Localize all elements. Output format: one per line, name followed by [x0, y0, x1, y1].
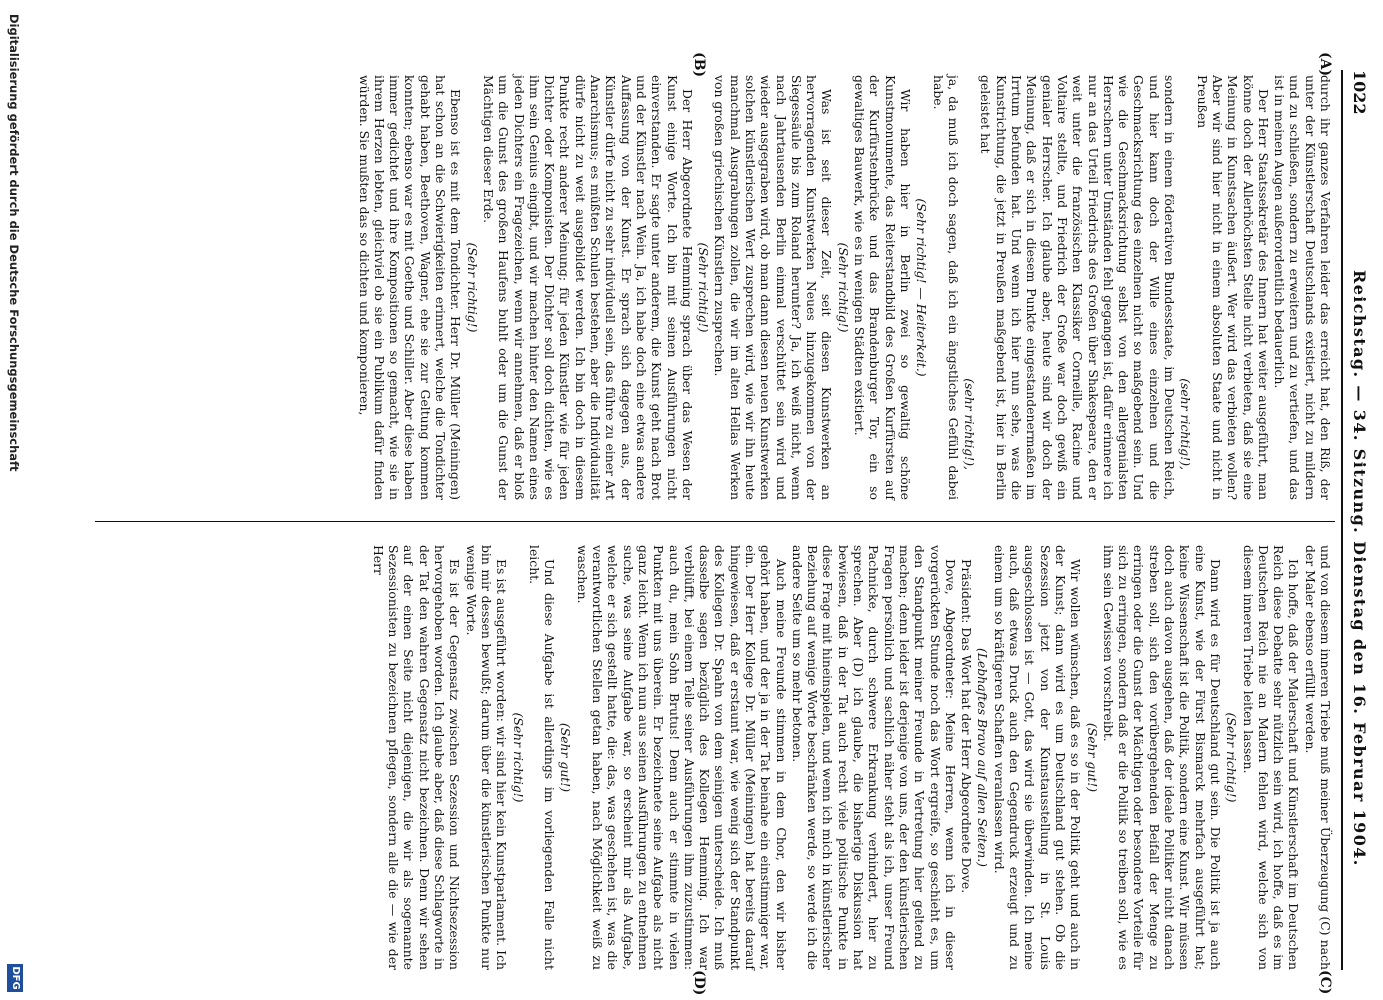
- dfg-logo-icon: DFG: [7, 964, 23, 992]
- paragraph: durch ihr ganzes Verfahren leider das erreicht hat, den Riß, der unter der Künstlerschaft Deutschlands existiert, nicht zu mildern und zu schließen, sondern zu erweitern und zu vertiefen, und das ist in meinen Augen außerordentlich bedauerlich.: [1272, 75, 1333, 500]
- speaker-paragraph: Präsident: Das Wort hat der Herr Abgeordnete Dove.: [959, 559, 975, 894]
- paragraph: Auch meine Freunde stimmen in dem Chor, den wir bisher gehört haben, und der ja in der Tat beinahe ein einstimmiger war, ein. Der Herr Kollege Dr. Müller (Meiningen) hat bereits darauf hingewiesen, daß er erstaunt war, wie wenig sich der Standpunkt des Kollegen Dr. Spahn von dem seinigen unterscheide. Ich muß dasselbe sagen bezüglich des Kollegen Hemming. Ich war verblüfft, bei einem Teile seiner Ausführungen ihm zuzustimmen: auch du, mein Sohn Brutus! Denn auch er stimmte in vielen Punkten mit uns überein. Er bezeichnete seine Aufgabe als nicht ganz leicht. Wenn ich nun aus seinen Ausführungen zu entnehmen suche, was seine Aufgabe war, so erscheint mir als Aufgabe, welche er sich gestellt hatte, die: das, was geschehen ist, was die verantwortlichen Stellen getan haben, nach Möglichkeit weiß zu waschen.: [574, 545, 789, 970]
- interjection: (Sehr richtig!): [696, 242, 712, 333]
- left-column: [355, 75, 1333, 500]
- page-number: 1022: [1350, 70, 1369, 115]
- interjection: (Lebhaftes Bravo auf allen Seiten.): [975, 647, 991, 867]
- paragraph: Dann wird es für Deutschland gut sein. Die Politik ist ja auch eine Kunst, wie der Fürst Bismarck mehrfach ausgeführt hat; keine Wissenschaft ist die Politik, sondern eine Kunst. Wir müssen doch auch davon ausgehen, daß der ideale Politiker nicht danach streben soll, sich den vorübergehenden Beifall der Menge zu erringen oder die Gunst der Mächtigen oder besondere Vorteile für sich zu erringen, sondern daß er die Politik so treiben soll, wie es ihm sein Gewissen vorschreibt.: [1100, 545, 1223, 970]
- page-header: [1341, 70, 1371, 970]
- paragraph: Und diese Aufgabe ist allerdings im vorliegenden Falle nicht leicht.: [526, 545, 558, 970]
- interjection: (Sehr gut!): [1084, 722, 1100, 793]
- paragraph: ja, da muß ich doch sagen, daß ich ein ängstliches Gefühl dabei habe.: [930, 75, 961, 500]
- margin-marker-c: (C): [1317, 970, 1333, 995]
- funding-note-text: Digitalisierung gefördert durch die Deutsche Forschungsgemeinschaft: [7, 14, 21, 472]
- margin-marker-d: (D): [691, 970, 707, 996]
- interjection: (Sehr richtig! — Heiterkeit.): [914, 198, 930, 377]
- paragraph: Es ist ausgeführt worden: wir sind hier kein Kunstparlament. Ich bin mir dessen bewußt; darum über die künstlerischen Punkte nur wenige Worte.: [463, 545, 510, 970]
- paragraph: Der Herr Staatssekretär des Innern hat weiter ausgeführt, man könne doch der Allerhöchsten Stelle nicht verbieten, daß sie eine Meinung in Kunstsachen äußert. Wer wird das verbieten wollen? Aber wir sind hier nicht in einem absoluten Staate und nicht in Preußen: [1194, 75, 1271, 500]
- margin-marker-b: (B): [691, 52, 707, 78]
- interjection: (Sehr richtig!): [835, 242, 851, 333]
- paragraph: Ebenso ist es mit dem Tondichter. Herr Dr. Müller (Meiningen) hat schon an die Schwierigkeiten erinnert, welche die Tondichter gehabt haben, Beethoven, Wagner, ehe sie zur Geltung kommen konnten; ebenso war es mit Goethe und Schiller. Aber diese haben immer gedichtet und ihre Kompositionen so gemacht, wie sie in ihrem Herzen lebten, gleichviel ob sie ein Publikum dafür finden würden. Sie mußten das so dichten und komponieren,: [356, 75, 464, 500]
- interjection: (Sehr richtig!): [464, 242, 480, 333]
- column-divider: [95, 521, 1335, 522]
- interjection: (Sehr richtig!): [510, 712, 526, 803]
- interjection: (Sehr richtig!): [1224, 712, 1240, 803]
- paragraph: Wir wollen wünschen, daß es so in der Politik geht und auch in der Kunst; dann wird es um Deutschland gut stehen. Ob die Sezession jetzt von der Kunstausstellung in St. Louis ausgeschlossen ist — Gott, das wird sie überwinden. Ich meine auch, daß etwas Druck auch den Gegendruck erzeugt und zu einem um so kräftigeren Schaffen veranlassen wird.: [991, 545, 1084, 970]
- paragraph: Was ist seit dieser Zeit, seit diesen Kunstwerken an hervorragenden Kunstwerken Neues hinzugekommen von der Siegessäule bis zum Roland herunter? Ja, ich weiß nicht, wenn nach Jahrtausenden Berlin einmal verschüttet sein wird und wieder ausgegraben wird, ob man dann diesen neuen Kunstwerken solchen künstlerischen Wert zusprechen wird, wie wir ihn heute manchmal Ausgrabungen zollen, die wir im alten Hellas Werken von großen griechischen Künstlern zusprechen.: [712, 75, 835, 500]
- interjection: (Sehr gut!): [558, 722, 574, 793]
- margin-marker-a: (A): [1317, 52, 1333, 77]
- speaker-paragraph: Dove, Abgeordneter: Meine Herren, wenn ich in dieser vorgerückten Stunde noch das Wort ergreife, so geschieht es, um den Standpunkt meiner Freunde in Vertretung hier geltend zu machen; denn leider ist derjenige von uns, der den künstlerischen Fragen persönlich und sachlich näher steht als ich, unser Freund Pachnicke, durch schwere Erkrankung verhindert, hier zu sprechen. Aber (D) ich glaube, die bisherige Diskussion hat bewiesen, daß in der Tat auch recht viele politische Punkte in diese Frage mit hineinspielen, und wenn ich mich in künstlerischer Beziehung auf wenige Worte beschränken werde, so werde ich die andere Seite um so mehr betonen.: [789, 545, 958, 970]
- paragraph: Der Herr Abgeordnete Hemming sprach über das Wesen der Kunst einige Worte. Ich bin mit seinen Ausführungen nicht einverstanden. Er sagte unter anderem, die Kunst geht nach Brot und der Künstler nach Wein. Ja, ich habe doch eine etwas andere Auffassung von der Kunst. Er sprach sich dagegen aus, der Künstler dürfe nicht zu sehr individuell sein, das führe zu einer Art Anarchismus; es müßten Schulen bestehen, aber die Individualität dürfe nicht zu weit ausgebildet werden. Ich bin doch in diesem Punkte recht anderer Meinung; für jeden Künstler wie für jeden Dichter oder Komponisten. Der Dichter soll doch dichten, wie es ihm sein Genius eingibt, und wir machen hinter den Namen eines jeden Dichters ein Fragezeichen, wenn wir annehmen, daß er bloß um die Gunst des großen Haufens buhlt oder um die Gunst der Mächtigen dieser Erde.: [480, 75, 695, 500]
- paragraph: Ich hoffe, daß der Malerschaft und Künstlerschaft im Deutschen Reich diese Debatte sehr nützlich sein wird, ich hoffe, daß es im Deutschen Reich nie an Malern fehlen wird, welche sich von diesem inneren Triebe leiten lassen.: [1240, 545, 1302, 970]
- running-title: Reichstag. — 34. Sitzung. Dienstag den 16. Februar 1904.: [1350, 270, 1369, 867]
- paragraph: und von diesem inneren Triebe muß meiner Überzeugung (C) nach der Maler ebenso erfüllt werden.: [1302, 545, 1333, 970]
- interjection: (sehr richtig!),: [962, 378, 978, 470]
- interjection: (sehr richtig!),: [1178, 378, 1194, 470]
- paragraph: Wir haben hier in Berlin zwei so gewaltig schöne Kunstmonumente, das Reiterstandbild des Großen Kurfürsten auf der Kurfürstenbrücke und das Brandenburger Tor, ein so gewaltiges Bauwerk, wie es in wenigen Städten existiert.: [852, 75, 913, 500]
- right-column: [370, 545, 1333, 970]
- paragraph: Es ist der Gegensatz zwischen Sezession und Nichtsezession hervorgehoben worden. Ich glaube aber, daß diese Schlagworte in der Tat den wahren Gegensatz nicht bezeichnen. Denn wir sehen auf der einen Seite nicht diejenigen, die wir als sogenannte Sezessionisten zu bezeichnen pflegen, sondern alle die — wie der Herr: [370, 545, 463, 970]
- paragraph: sondern in einem föderativen Bundesstaate, im Deutschen Reich, und hier kann doch der Wille eines einzelnen und die Geschmacksrichtung des einzelnen nicht so maßgebend sein. Und wie die Geschmacksrichtung selbst von den allergenialsten Herrschern unter Umständen fehl gegangen ist, dafür erinnere ich nur an das Urteil Friedrichs des Großen über Shakespeare, den er weit unter die französischen Klassiker Corneille, Racine und Voltaire stellte, und Friedrich der Große war doch gewiß ein genialer Herrscher. Ich glaube aber, heute sind wir doch der Meinung, daß er sich in diesem Punkte eingestandenermaßen im Irrtum befunden hat. Und wenn ich hier nun sehe, was die Kunstrichtung, die jetzt in Preußen maßgebend ist, hier in Berlin geleistet hat: [978, 75, 1178, 500]
